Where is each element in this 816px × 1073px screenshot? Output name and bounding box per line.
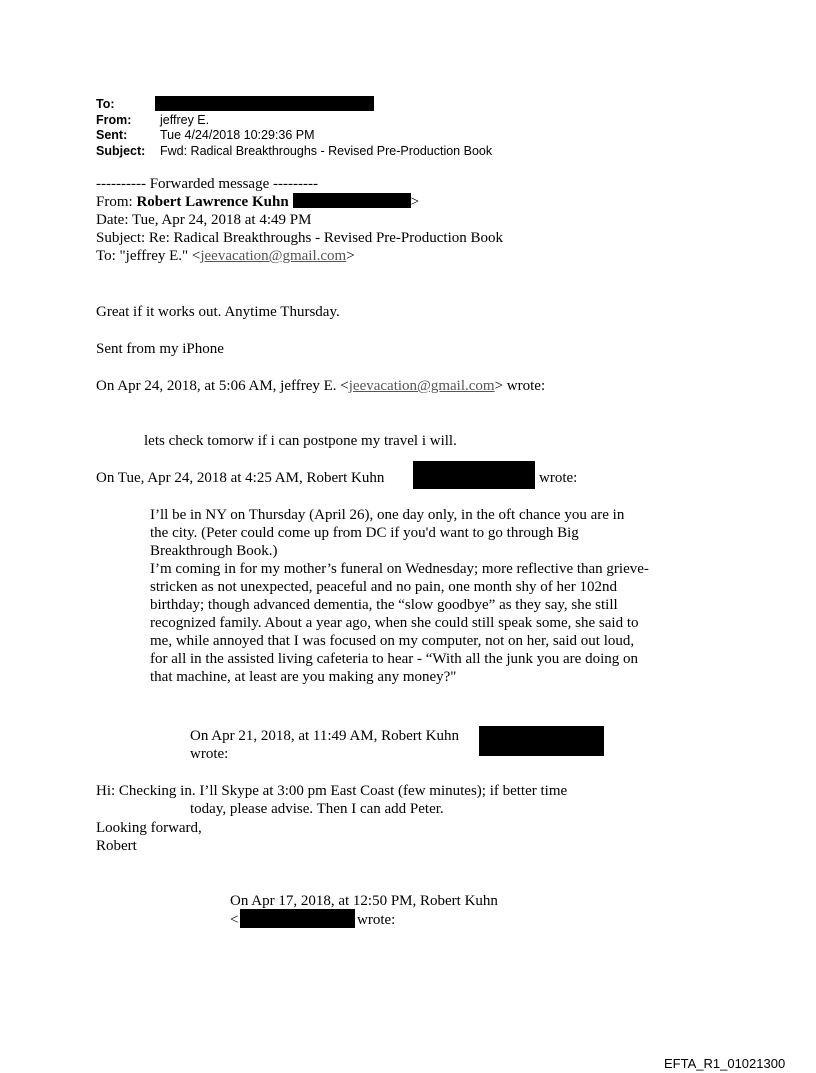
message-body-3-line: recognized family. About a year ago, when she could still speak some, she said to xyxy=(150,615,639,631)
quote-header-2 xyxy=(96,469,384,487)
quote-header-2-suffix: wrote: xyxy=(539,470,578,486)
quote-header-4-prefix: < xyxy=(230,912,239,928)
document-id: EFTA_R1_01021300 xyxy=(664,1056,786,1071)
from-label: From: xyxy=(96,113,132,127)
message-body-3-line: the city. (Peter could come up from DC if you'd want to go through Big xyxy=(150,525,579,541)
quote-header-1-email-link[interactable]: jeevacation@gmail.com xyxy=(348,378,495,394)
forwarded-to-email-link[interactable]: jeevacation@gmail.com xyxy=(200,248,347,264)
redacted-from-email xyxy=(293,193,411,208)
forwarded-to-suffix: > xyxy=(346,248,355,264)
message-body-4-line3: Looking forward, xyxy=(96,820,202,836)
sent-label: Sent: xyxy=(96,128,128,142)
forwarded-to-prefix: To: "jeffrey E." < xyxy=(96,248,201,264)
signature-1: Sent from my iPhone xyxy=(96,341,224,357)
forwarded-from-suffix: > xyxy=(410,194,420,210)
redacted-kuhn-email-4 xyxy=(240,909,355,928)
quote-header-1-prefix: On Apr 24, 2018, at 5:06 AM, jeffrey E. < xyxy=(96,378,349,394)
forwarded-date: Date: Tue, Apr 24, 2018 at 4:49 PM xyxy=(96,212,312,228)
message-body-3-line: Breakthrough Book.) xyxy=(150,543,278,559)
redacted-kuhn-email-3 xyxy=(479,726,604,756)
reply-text-1: Great if it works out. Anytime Thursday. xyxy=(96,304,340,320)
message-body-4-line2: today, please advise. Then I can add Peter. xyxy=(190,801,444,817)
message-body-4-line1: Hi: Checking in. I’ll Skype at 3:00 pm East Coast (few minutes); if better time xyxy=(96,783,568,799)
message-body-4-line4: Robert xyxy=(96,838,137,854)
message-body-3-line: I’m coming in for my mother’s funeral on Wednesday; more reflective than grieve- xyxy=(150,561,649,577)
message-body-3-line: that machine, at least are you making any money?" xyxy=(150,669,457,685)
reply-text-2: lets check tomorw if i can postpone my travel i will. xyxy=(144,433,457,449)
quote-header-3-line2: wrote: xyxy=(190,746,229,762)
subject-label: Subject: xyxy=(96,144,146,158)
quote-header-3-line1: On Apr 21, 2018, at 11:49 AM, Robert Kuhn xyxy=(190,728,460,744)
subject-value: Fwd: Radical Breakthroughs - Revised Pre-Production Book xyxy=(160,144,493,158)
message-body-3 xyxy=(150,506,649,686)
forwarded-from-line xyxy=(96,193,419,211)
forwarded-subject: Subject: Re: Radical Breakthroughs - Revised Pre-Production Book xyxy=(96,230,504,246)
quote-header-1-suffix: > wrote: xyxy=(494,378,546,394)
quote-header-2-prefix: On Tue, Apr 24, 2018 at 4:25 AM, Robert Kuhn xyxy=(96,470,385,486)
forwarded-divider: ---------- Forwarded message --------- xyxy=(96,176,318,192)
quote-header-1 xyxy=(96,377,545,395)
sent-value: Tue 4/24/2018 10:29:36 PM xyxy=(160,128,315,142)
redacted-kuhn-email-2 xyxy=(413,461,535,489)
message-body-3-line: me, while annoyed that I was focused on my computer, not on her, said out loud, xyxy=(150,633,635,649)
from-value: jeffrey E. xyxy=(160,113,210,127)
to-label: To: xyxy=(96,97,115,111)
message-body-3-line: birthday; though advanced dementia, the “slow goodbye” as they say, she still xyxy=(150,597,618,613)
message-body-3-line: I’ll be in NY on Thursday (April 26), one day only, in the oft chance you are in xyxy=(150,507,625,523)
quote-header-4-suffix: wrote: xyxy=(357,912,396,928)
message-body-3-line: for all in the assisted living cafeteria to hear - “With all the junk you are doing on xyxy=(150,651,638,667)
forwarded-from-name: Robert Lawrence Kuhn xyxy=(136,194,289,210)
forwarded-from-prefix: From: xyxy=(96,194,137,210)
quote-header-4-line1: On Apr 17, 2018, at 12:50 PM, Robert Kuhn xyxy=(230,893,498,909)
message-body-3-line: stricken as not unexpected, peaceful and no pain, one month shy of her 102nd xyxy=(150,579,617,595)
redacted-to-address xyxy=(155,96,374,111)
forwarded-to-line xyxy=(96,247,355,265)
